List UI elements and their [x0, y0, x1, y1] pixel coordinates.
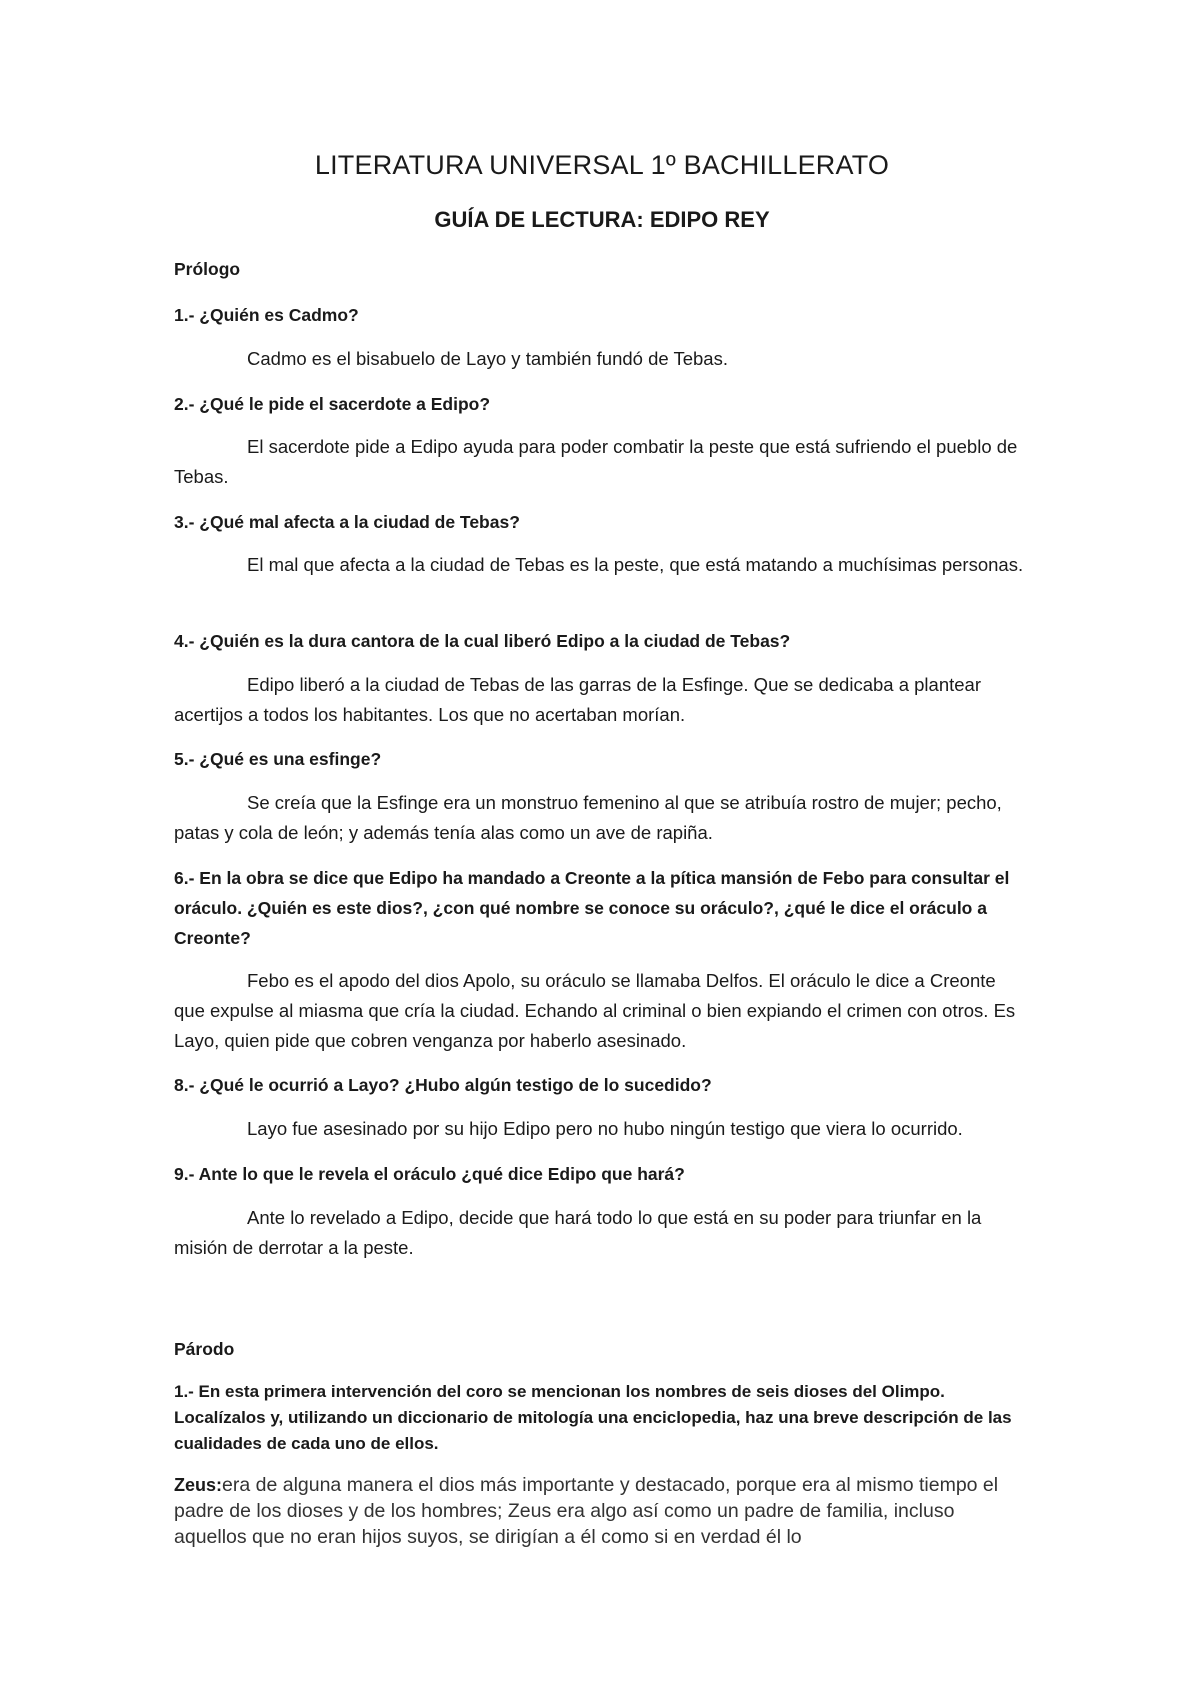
answer-4 — [174, 670, 1030, 730]
answer-2 — [174, 432, 1030, 492]
question-3: 3.- ¿Qué mal afecta a la ciudad de Tebas? — [174, 512, 520, 532]
answer-5 — [174, 788, 1030, 848]
answer-5-text: Se creía que la Esfinge era un monstruo femenino al que se atribuía rostro de mujer; pecho, patas y cola de león; y además tenía alas como un ave de rapiña. — [174, 792, 1002, 843]
answer-1-text: Cadmo es el bisabuelo de Layo y también fundó de Tebas. — [247, 348, 728, 369]
question-2: 2.- ¿Qué le pide el sacerdote a Edipo? — [174, 394, 491, 414]
answer-6-text: Febo es el apodo del dios Apolo, su oráculo se llamaba Delfos. El oráculo le dice a Creonte que expulse al miasma que cría la ciudad. Echando al criminal o bien expiando el crimen con otros. Es Layo, quien pide que cobren venganza por haberlo asesinado. — [174, 970, 1016, 1051]
zeus-text: era de alguna manera el dios más importante y destacado, porque era al mismo tiempo el padre de los dioses y de los hombres; Zeus era algo así como un padre de familia, incluso aquellos que no eran hijos suyos, se dirigían a él como si en verdad él lo — [174, 1474, 999, 1548]
question-4: 4.- ¿Quién es la dura cantora de la cual liberó Edipo a la ciudad de Tebas? — [174, 631, 791, 651]
question-9: 9.- Ante lo que le revela el oráculo ¿qué dice Edipo que hará? — [174, 1164, 685, 1184]
section-heading-prologo: Prólogo — [174, 259, 241, 279]
parodo-answer-zeus — [174, 1472, 1030, 1550]
answer-3-text: El mal que afecta a la ciudad de Tebas es la peste, que está matando a muchísimas personas. — [247, 554, 1024, 575]
zeus-label: Zeus: — [174, 1475, 223, 1495]
question-5: 5.- ¿Qué es una esfinge? — [174, 749, 382, 769]
question-6: 6.- En la obra se dice que Edipo ha mandado a Creonte a la pítica mansión de Febo para consultar el oráculo. ¿Quién es este dios?, ¿con qué nombre se conoce su oráculo?, ¿qué le dice el oráculo a Creonte? — [174, 868, 1010, 948]
answer-1 — [174, 344, 1030, 374]
question-1: 1.- ¿Quién es Cadmo? — [174, 305, 359, 325]
answer-3 — [174, 550, 1030, 580]
answer-9-text: Ante lo revelado a Edipo, decide que hará todo lo que está en su poder para triunfar en la misión de derrotar a la peste. — [174, 1207, 982, 1258]
answer-4-text: Edipo liberó a la ciudad de Tebas de las garras de la Esfinge. Que se dedicaba a plantear acertijos a todos los habitantes. Los que no acertaban morían. — [174, 674, 981, 725]
document-title: LITERATURA UNIVERSAL 1º BACHILLERATO — [314, 150, 890, 180]
answer-6 — [174, 966, 1030, 1056]
answer-8 — [174, 1114, 1030, 1144]
answer-9 — [174, 1203, 1030, 1263]
parodo-question-1: 1.- En esta primera intervención del coro se mencionan los nombres de seis dioses del Olimpo. Localízalos y, utilizando un diccionario de mitología una enciclopedia, haz una breve descripción de las cualidades de cada uno de ellos. — [174, 1382, 1012, 1453]
answer-8-text: Layo fue asesinado por su hijo Edipo pero no hubo ningún testigo que viera lo ocurrido. — [247, 1118, 963, 1139]
answer-2-text: El sacerdote pide a Edipo ayuda para poder combatir la peste que está sufriendo el pueblo de Tebas. — [174, 436, 1018, 487]
question-8: 8.- ¿Qué le ocurrió a Layo? ¿Hubo algún testigo de lo sucedido? — [174, 1075, 712, 1095]
section-heading-parodo: Párodo — [174, 1339, 235, 1359]
document-subtitle: GUÍA DE LECTURA: EDIPO REY — [434, 207, 770, 232]
